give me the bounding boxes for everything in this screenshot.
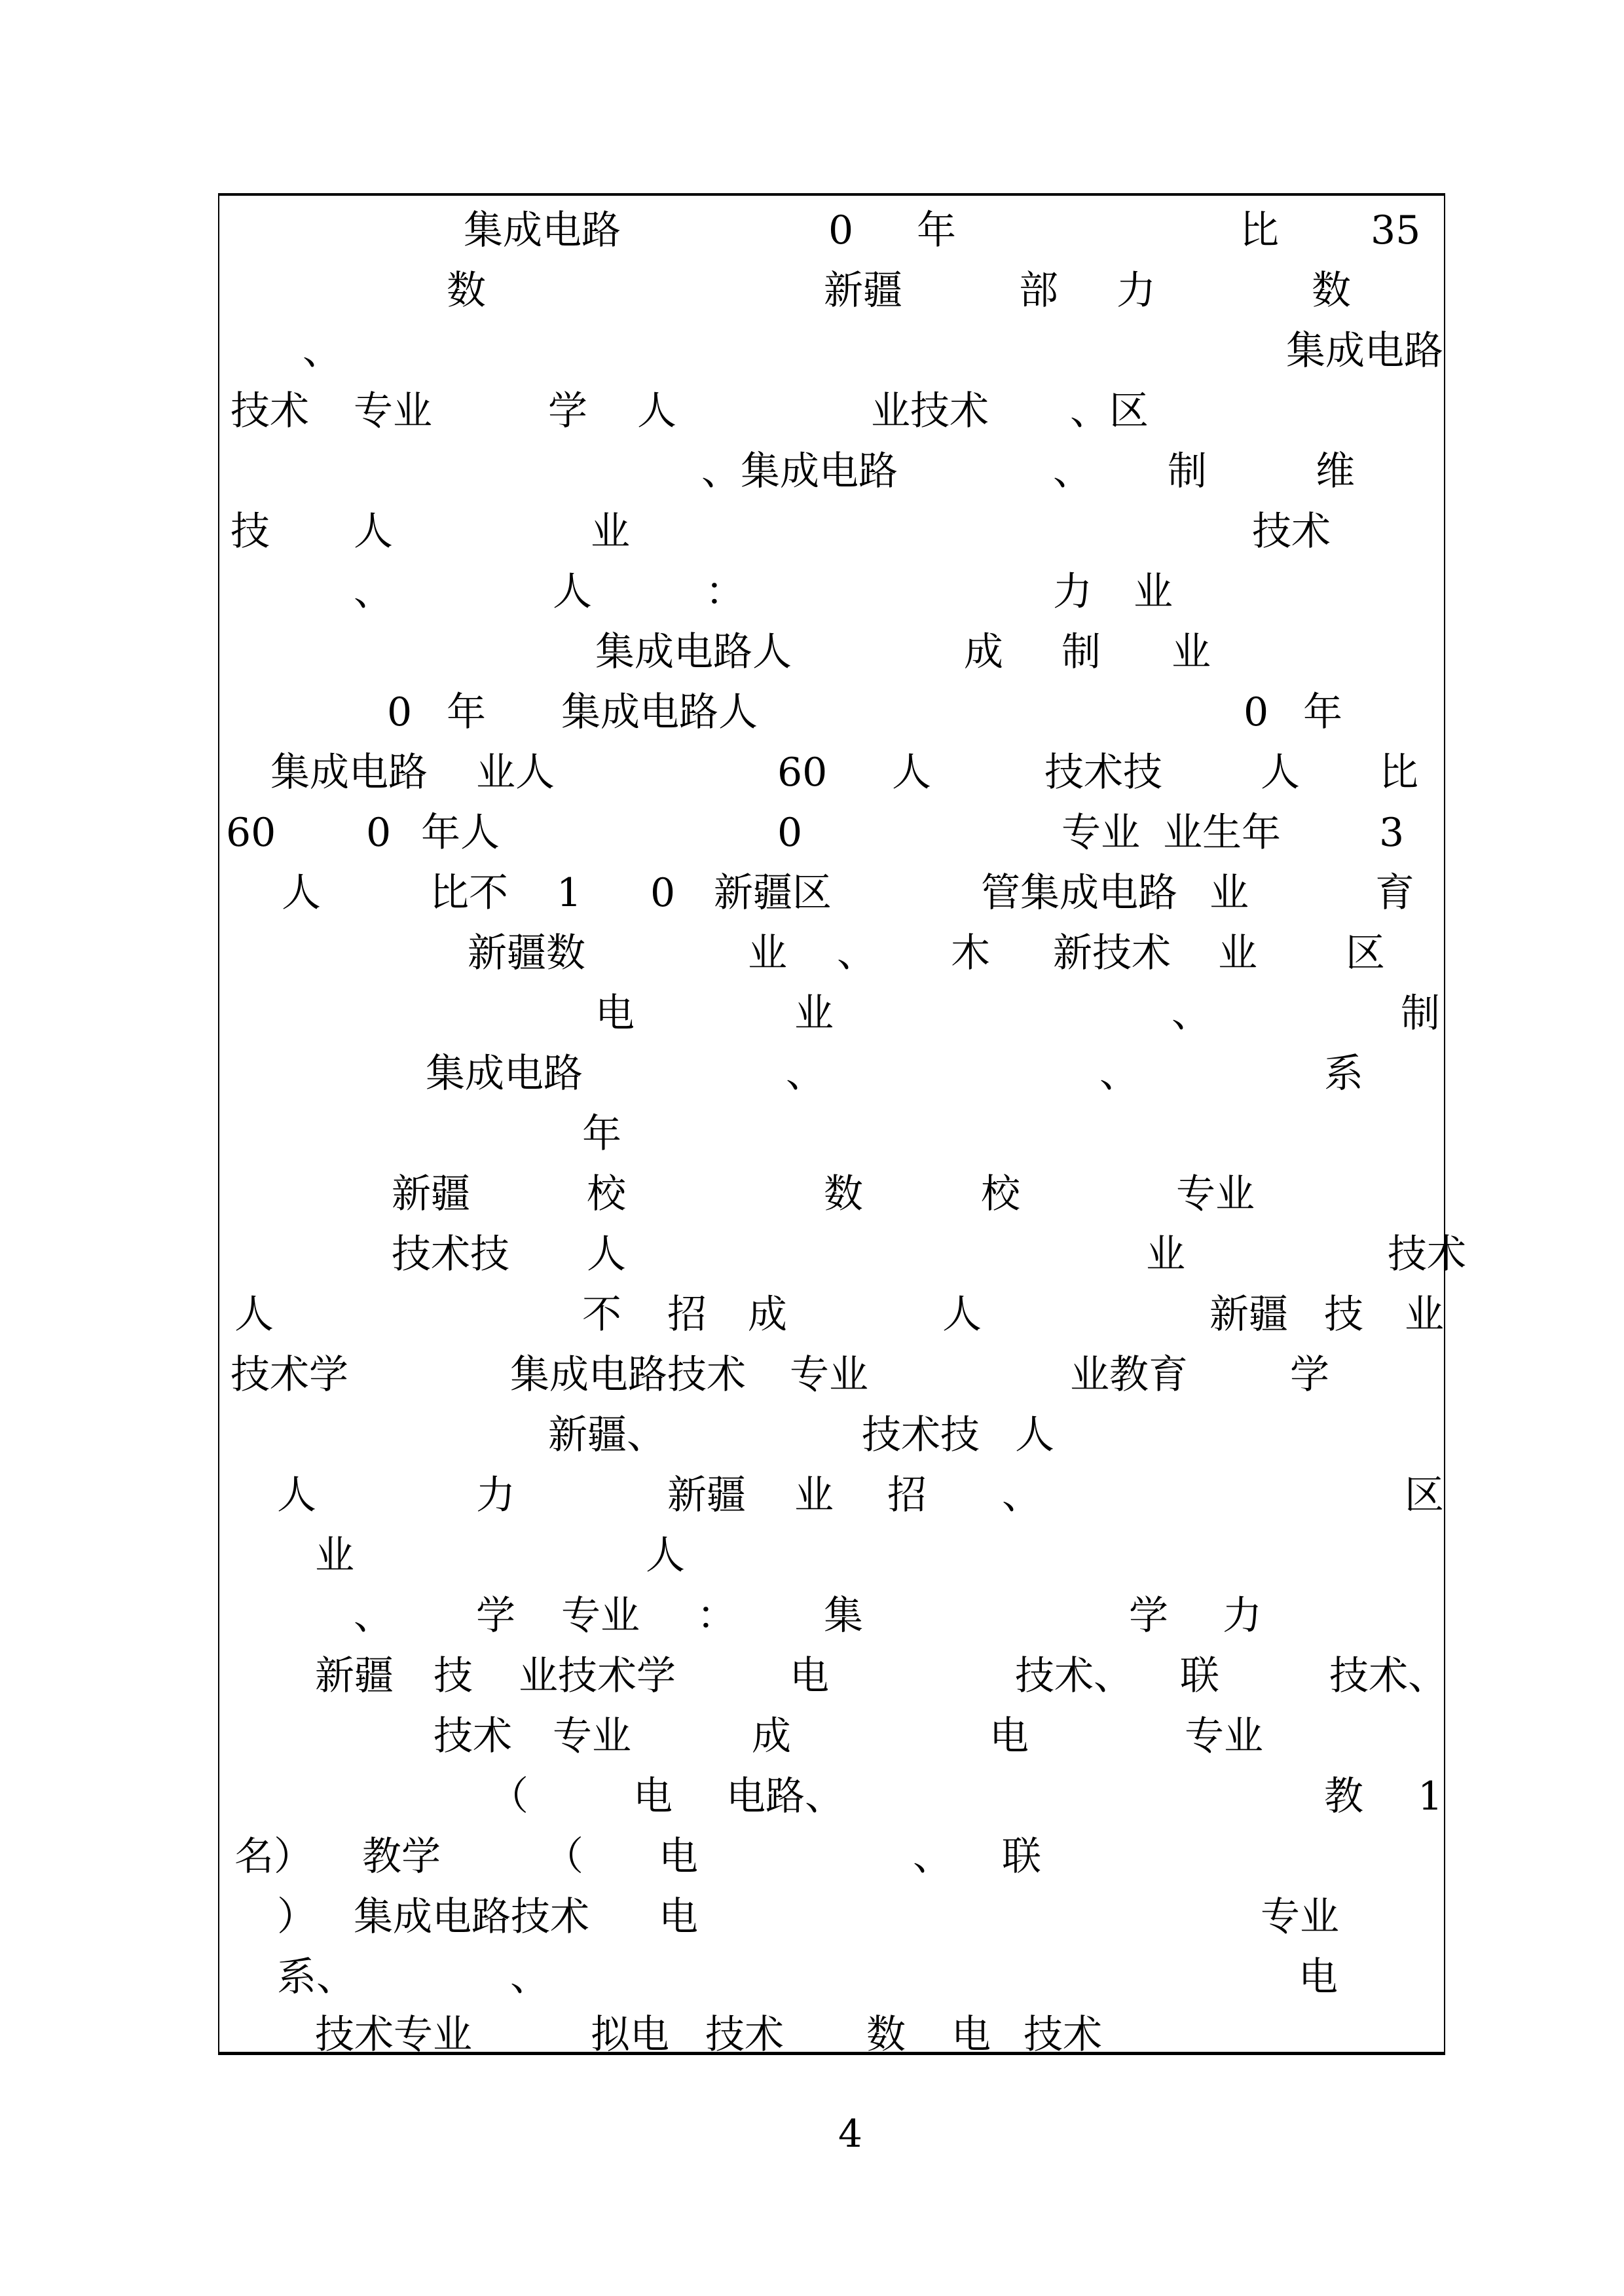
text-segment-1-4: 比 bbox=[1240, 208, 1279, 253]
text-segment-17-3: 数 bbox=[824, 1171, 863, 1217]
text-segment-11-5: 专业 bbox=[1061, 810, 1140, 856]
text-segment-2-1: 数 bbox=[447, 268, 486, 314]
text-segment-1-1: 集成电路 bbox=[464, 208, 621, 253]
text-segment-8-3: 制 bbox=[1061, 629, 1101, 675]
text-segment-27-2: 电 bbox=[633, 1774, 673, 1819]
text-segment-6-1: 技 bbox=[231, 509, 270, 555]
text-segment-21-3: 人 bbox=[1015, 1412, 1054, 1458]
text-segment-25-2: 技 bbox=[434, 1653, 473, 1699]
text-segment-1-3: 年 bbox=[917, 208, 956, 253]
text-segment-30-2: 、 bbox=[510, 1954, 549, 2000]
text-segment-17-2: 校 bbox=[587, 1171, 626, 1217]
text-segment-10-2: 业人 bbox=[476, 750, 555, 795]
text-segment-4-4: 人 bbox=[637, 388, 676, 434]
text-segment-6-2: 人 bbox=[354, 509, 393, 555]
text-segment-27-5: 1 bbox=[1418, 1774, 1443, 1819]
text-segment-12-3: 1 bbox=[557, 870, 582, 916]
text-segment-31-1: 技术专业 bbox=[315, 2012, 472, 2058]
text-segment-28-2: 教学 bbox=[362, 1834, 441, 1880]
text-segment-25-6: 联 bbox=[1180, 1653, 1219, 1699]
text-segment-14-1: 电 bbox=[595, 991, 635, 1036]
text-segment-12-6: 管集成电路 bbox=[981, 870, 1177, 916]
text-segment-24-1: 、 bbox=[354, 1593, 393, 1639]
text-segment-4-2: 专业 bbox=[354, 388, 432, 434]
text-segment-19-1: 人 bbox=[234, 1292, 274, 1338]
text-segment-2-5: 数 bbox=[1312, 268, 1351, 314]
text-segment-15-1: 集成电路 bbox=[426, 1051, 583, 1097]
text-segment-19-3: 招 bbox=[667, 1292, 707, 1338]
text-segment-28-3: （ bbox=[544, 1834, 583, 1880]
text-segment-30-1: 系、 bbox=[277, 1954, 356, 2000]
text-segment-6-4: 技术 bbox=[1252, 509, 1331, 555]
text-segment-2-4: 力 bbox=[1116, 268, 1156, 314]
text-segment-19-8: 业 bbox=[1405, 1292, 1444, 1338]
text-segment-1-5: 35 bbox=[1371, 208, 1421, 253]
text-segment-11-3: 年人 bbox=[421, 810, 500, 856]
text-segment-10-5: 技术技 bbox=[1044, 750, 1162, 795]
text-segment-29-3: 电 bbox=[659, 1894, 698, 1940]
text-segment-18-4: 技术 bbox=[1388, 1231, 1466, 1277]
text-segment-8-4: 业 bbox=[1172, 629, 1211, 675]
text-segment-13-1: 新疆数 bbox=[468, 930, 585, 976]
text-segment-30-3: 电 bbox=[1299, 1954, 1338, 2000]
text-segment-14-3: 、 bbox=[1172, 991, 1211, 1036]
text-segment-26-3: 成 bbox=[752, 1713, 791, 1759]
text-segment-26-5: 专业 bbox=[1185, 1713, 1263, 1759]
text-segment-9-2: 年 bbox=[447, 689, 486, 735]
text-segment-19-2: 不 bbox=[582, 1292, 621, 1338]
text-segment-11-4: 0 bbox=[777, 810, 803, 856]
text-segment-13-3: 、 bbox=[837, 930, 876, 976]
text-segment-10-4: 人 bbox=[892, 750, 931, 795]
text-segment-20-2: 集成电路技术 bbox=[510, 1352, 746, 1398]
text-segment-24-6: 学 bbox=[1129, 1593, 1168, 1639]
page-number: 4 bbox=[838, 2111, 862, 2156]
text-segment-5-2: 、 bbox=[1053, 448, 1092, 494]
text-segment-23-2: 人 bbox=[646, 1533, 685, 1578]
text-segment-10-1: 集成电路 bbox=[270, 750, 428, 795]
text-segment-7-1: 、 bbox=[354, 569, 393, 615]
text-segment-12-7: 业 bbox=[1209, 870, 1249, 916]
text-segment-28-6: 联 bbox=[1002, 1834, 1041, 1880]
text-segment-22-7: 区 bbox=[1405, 1472, 1444, 1518]
text-segment-11-1: 60 bbox=[226, 810, 276, 856]
text-segment-17-5: 专业 bbox=[1176, 1171, 1255, 1217]
text-segment-22-1: 人 bbox=[277, 1472, 316, 1518]
text-segment-31-6: 技术 bbox=[1024, 2012, 1102, 2058]
text-segment-18-1: 技术技 bbox=[392, 1231, 509, 1277]
text-segment-5-1: 、集成电路 bbox=[701, 448, 898, 494]
text-segment-4-6: 、区 bbox=[1070, 388, 1149, 434]
text-segment-7-4: 力 bbox=[1053, 569, 1092, 615]
text-segment-29-4: 专业 bbox=[1261, 1894, 1339, 1940]
text-segment-25-7: 技术、 bbox=[1329, 1653, 1447, 1699]
text-segment-21-1: 新疆、 bbox=[548, 1412, 666, 1458]
text-segment-8-2: 成 bbox=[964, 629, 1003, 675]
text-segment-29-1: ） bbox=[277, 1894, 316, 1940]
text-segment-27-1: （ bbox=[489, 1774, 528, 1819]
text-segment-20-5: 学 bbox=[1290, 1352, 1329, 1398]
text-segment-24-2: 学 bbox=[476, 1593, 515, 1639]
text-segment-18-3: 业 bbox=[1146, 1231, 1185, 1277]
text-segment-26-1: 技术 bbox=[434, 1713, 512, 1759]
text-segment-20-4: 业教育 bbox=[1070, 1352, 1188, 1398]
text-segment-14-4: 制 bbox=[1401, 991, 1440, 1036]
text-segment-22-4: 业 bbox=[794, 1472, 834, 1518]
text-segment-24-7: 力 bbox=[1223, 1593, 1262, 1639]
text-segment-10-6: 人 bbox=[1261, 750, 1300, 795]
text-segment-31-2: 拟电 bbox=[591, 2012, 669, 2058]
text-segment-5-4: 维 bbox=[1316, 448, 1355, 494]
text-segment-16-1: 年 bbox=[582, 1111, 621, 1157]
text-segment-27-3: 电路、 bbox=[726, 1774, 844, 1819]
text-segment-22-5: 招 bbox=[887, 1472, 927, 1518]
text-segment-19-6: 新疆 bbox=[1209, 1292, 1288, 1338]
text-segment-31-3: 技术 bbox=[705, 2012, 784, 2058]
text-segment-9-1: 0 bbox=[387, 689, 413, 735]
text-segment-7-2: 人 bbox=[553, 569, 592, 615]
text-segment-22-3: 新疆 bbox=[667, 1472, 746, 1518]
text-segment-28-1: 名） bbox=[234, 1834, 313, 1880]
text-segment-19-4: 成 bbox=[748, 1292, 787, 1338]
text-segment-13-6: 业 bbox=[1218, 930, 1257, 976]
text-segment-7-3: ： bbox=[705, 569, 745, 615]
text-segment-21-2: 技术技 bbox=[862, 1412, 980, 1458]
text-segment-12-1: 人 bbox=[282, 870, 321, 916]
text-segment-22-2: 力 bbox=[476, 1472, 515, 1518]
text-segment-28-4: 电 bbox=[659, 1834, 698, 1880]
text-segment-20-3: 专业 bbox=[790, 1352, 868, 1398]
text-segment-31-5: 电 bbox=[951, 2012, 991, 2058]
text-segment-2-2: 新疆 bbox=[824, 268, 902, 314]
text-segment-10-3: 60 bbox=[777, 750, 828, 795]
text-segment-15-3: 、 bbox=[1099, 1051, 1139, 1097]
text-segment-14-2: 业 bbox=[794, 991, 834, 1036]
text-segment-25-4: 电 bbox=[790, 1653, 829, 1699]
text-segment-7-5: 业 bbox=[1134, 569, 1173, 615]
text-segment-4-5: 业技术 bbox=[871, 388, 989, 434]
text-segment-28-5: 、 bbox=[913, 1834, 952, 1880]
text-segment-13-4: 木 bbox=[951, 930, 990, 976]
text-segment-5-3: 制 bbox=[1168, 448, 1207, 494]
text-segment-9-4: 0 bbox=[1244, 689, 1269, 735]
text-segment-12-8: 育 bbox=[1375, 870, 1414, 916]
text-segment-25-1: 新疆 bbox=[315, 1653, 394, 1699]
text-segment-25-5: 技术、 bbox=[1015, 1653, 1133, 1699]
text-segment-29-2: 集成电路技术 bbox=[354, 1894, 589, 1940]
text-segment-24-3: 专业 bbox=[561, 1593, 640, 1639]
text-segment-13-5: 新技术 bbox=[1053, 930, 1171, 976]
text-segment-31-4: 数 bbox=[866, 2012, 906, 2058]
text-segment-11-7: 3 bbox=[1379, 810, 1405, 856]
text-segment-24-4: ： bbox=[697, 1593, 736, 1639]
text-segment-19-5: 人 bbox=[942, 1292, 982, 1338]
text-segment-9-5: 年 bbox=[1303, 689, 1342, 735]
text-segment-9-3: 集成电路人 bbox=[561, 689, 758, 735]
text-segment-15-4: 系 bbox=[1324, 1051, 1363, 1097]
text-segment-3-2: 集成电路 bbox=[1286, 328, 1443, 374]
text-segment-23-1: 业 bbox=[315, 1533, 354, 1578]
text-segment-19-7: 技 bbox=[1324, 1292, 1363, 1338]
text-segment-24-5: 集 bbox=[824, 1593, 863, 1639]
text-segment-10-7: 比 bbox=[1379, 750, 1418, 795]
text-segment-20-1: 技术学 bbox=[231, 1352, 348, 1398]
text-segment-13-7: 区 bbox=[1346, 930, 1385, 976]
text-segment-13-2: 业 bbox=[748, 930, 787, 976]
text-segment-17-1: 新疆 bbox=[392, 1171, 470, 1217]
text-segment-2-3: 部 bbox=[1019, 268, 1058, 314]
text-segment-17-4: 校 bbox=[981, 1171, 1020, 1217]
text-segment-6-3: 业 bbox=[591, 509, 630, 555]
text-segment-11-2: 0 bbox=[366, 810, 392, 856]
text-segment-12-5: 新疆区 bbox=[714, 870, 832, 916]
text-segment-27-4: 教 bbox=[1324, 1774, 1363, 1819]
text-segment-15-2: 、 bbox=[786, 1051, 825, 1097]
text-segment-1-2: 0 bbox=[828, 208, 854, 253]
text-segment-3-1: 、 bbox=[303, 328, 342, 374]
text-segment-8-1: 集成电路人 bbox=[595, 629, 792, 675]
text-segment-4-1: 技术 bbox=[231, 388, 309, 434]
text-segment-26-2: 专业 bbox=[553, 1713, 631, 1759]
text-segment-26-4: 电 bbox=[989, 1713, 1029, 1759]
text-segment-25-3: 业技术学 bbox=[519, 1653, 676, 1699]
text-segment-22-6: 、 bbox=[1002, 1472, 1041, 1518]
text-segment-12-4: 0 bbox=[650, 870, 676, 916]
text-segment-12-2: 比不 bbox=[430, 870, 508, 916]
text-segment-18-2: 人 bbox=[587, 1231, 626, 1277]
text-segment-11-6: 业生年 bbox=[1163, 810, 1281, 856]
text-segment-4-3: 学 bbox=[548, 388, 587, 434]
